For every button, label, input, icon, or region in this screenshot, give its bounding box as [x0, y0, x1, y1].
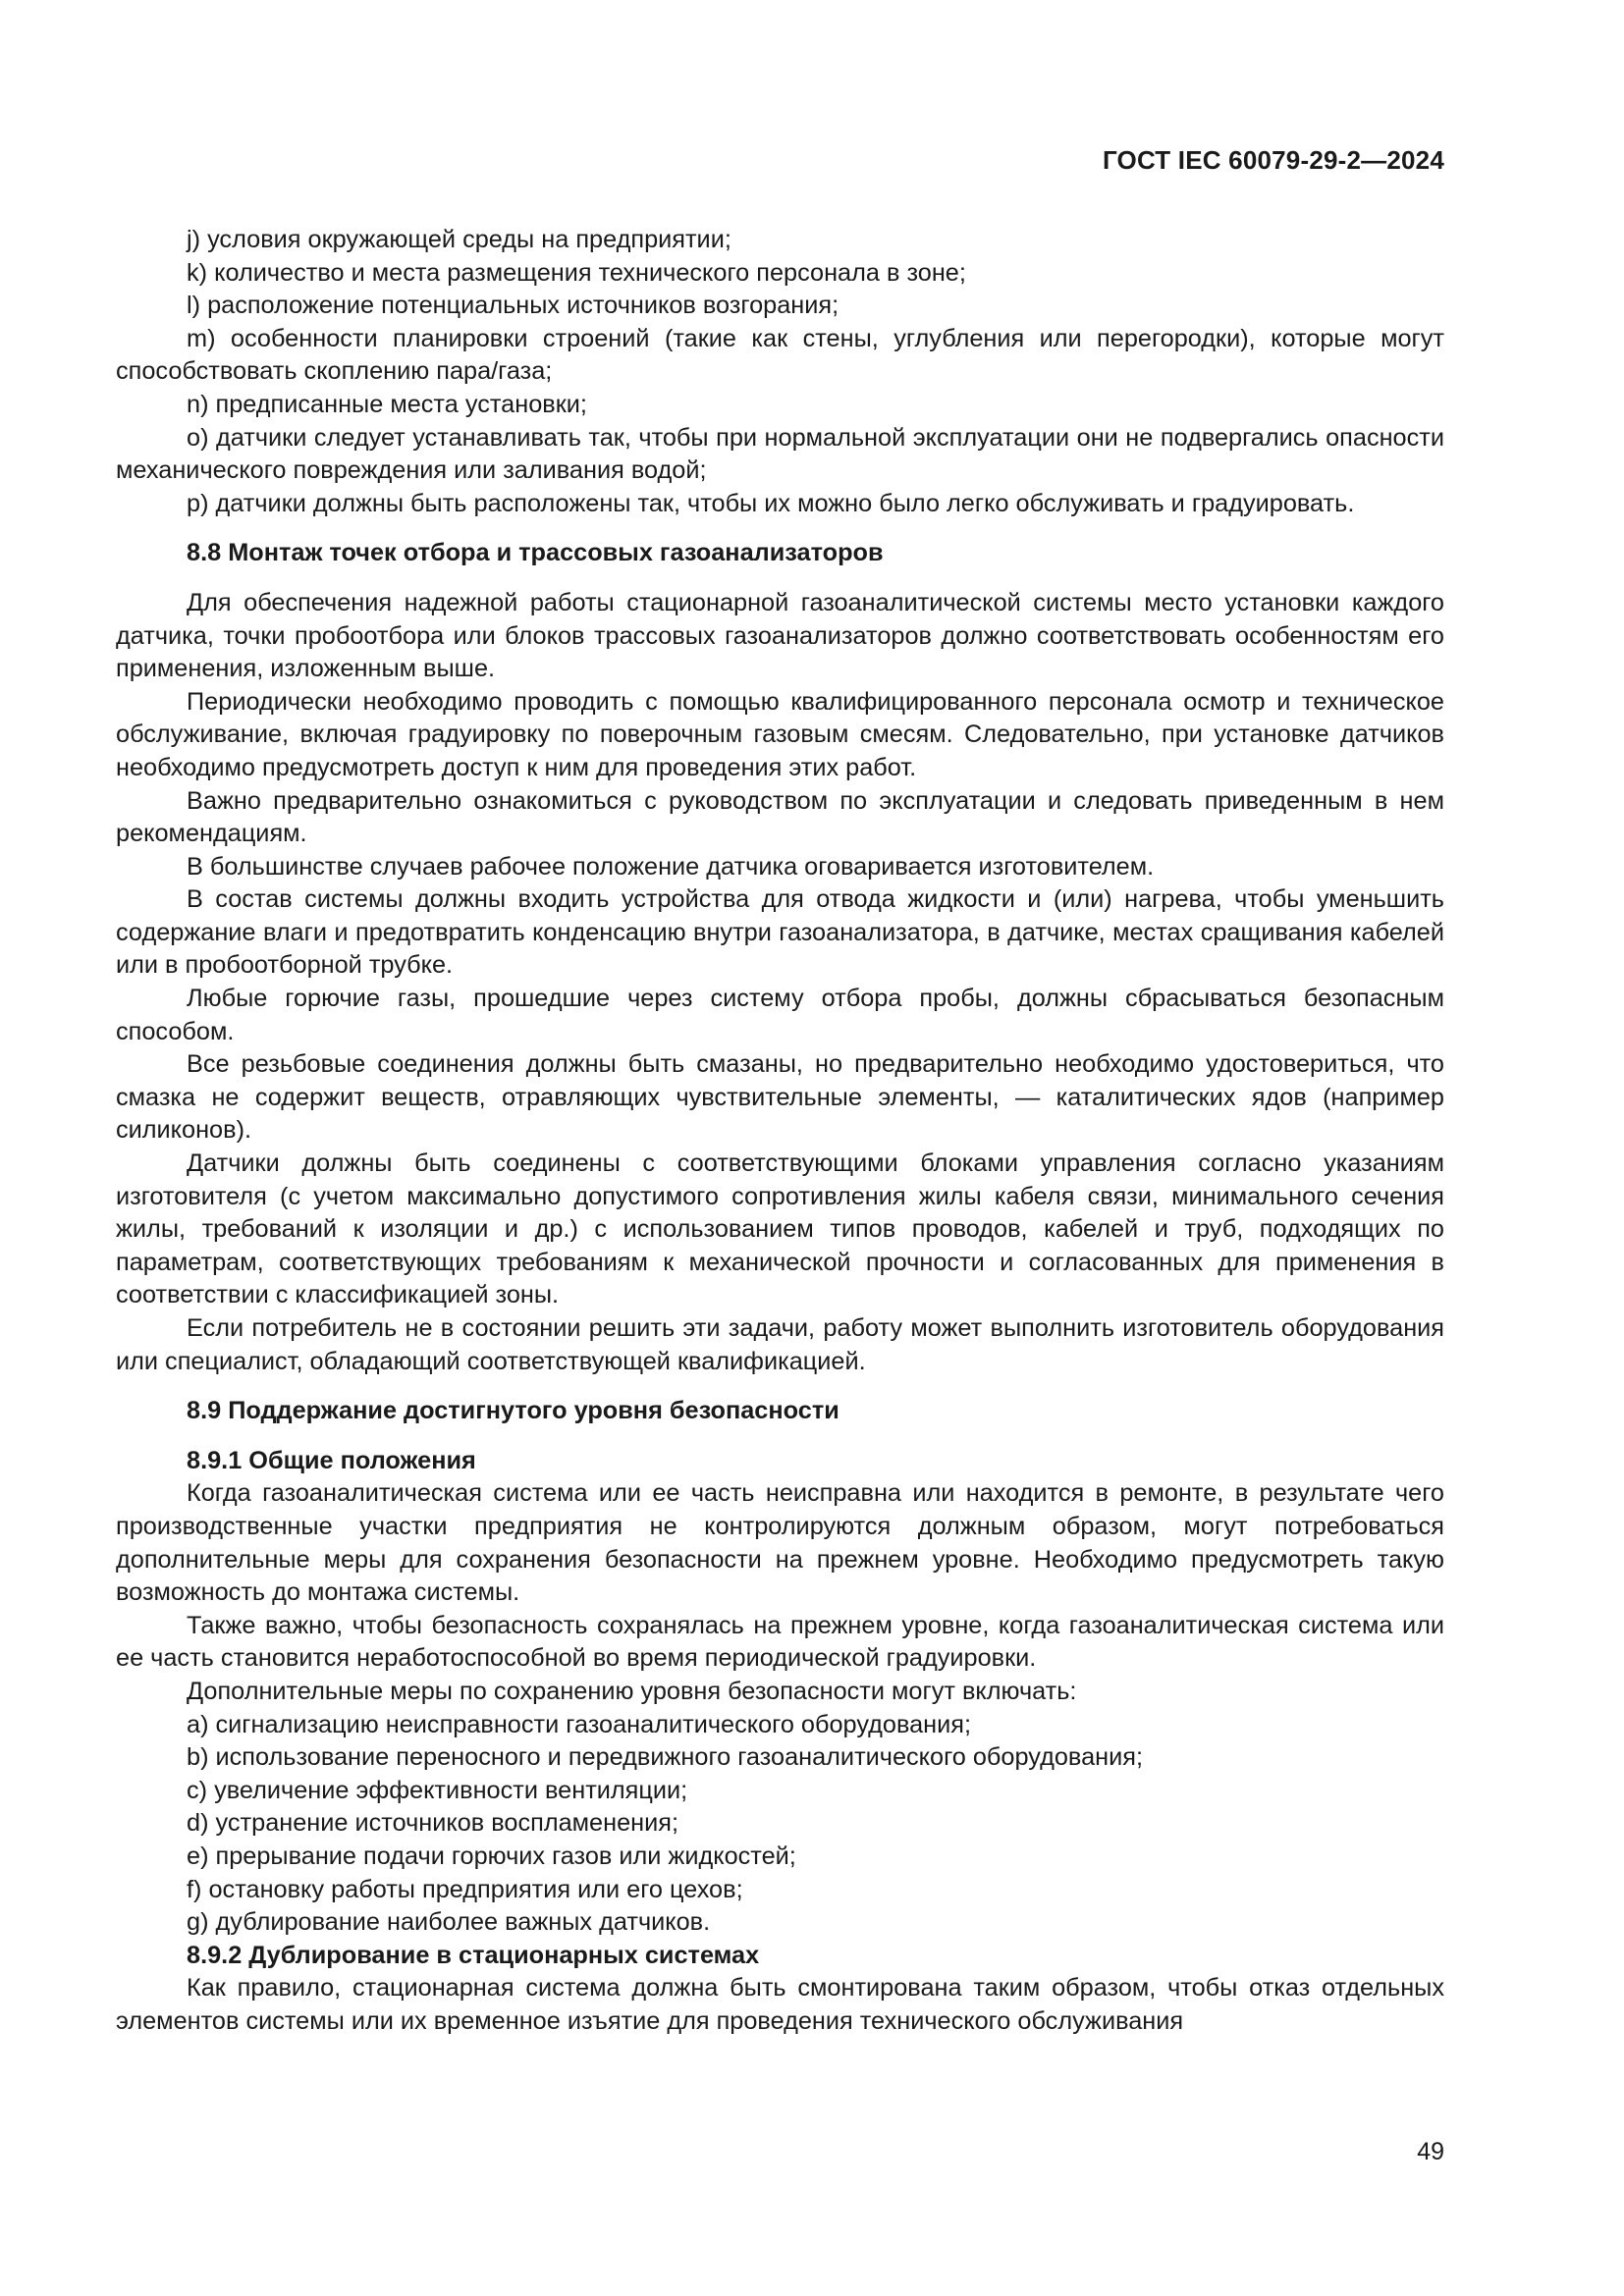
list-item: k) количество и места размещения технического персонала в зоне;: [187, 258, 966, 287]
list-item: j) условия окружающей среды на предприятии;: [187, 226, 731, 253]
list-item: c) увеличение эффективности вентиляции;: [187, 1776, 688, 1804]
paragraph: Все резьбовые соединения должны быть смазаны, но предварительно необходимо удостовериться, что смазка не содержит веществ, отравляющих чувствительные элементы, — каталитических ядов (например силиконов).: [116, 1050, 1444, 1145]
paragraph: Дополнительные меры по сохранению уровня безопасности могут включать:: [187, 1677, 1077, 1705]
list-item: f) остановку работы предприятия или его цехов;: [187, 1875, 743, 1903]
paragraph: В большинстве случаев рабочее положение датчика оговаривается изготовителем.: [187, 852, 1155, 881]
paragraph: Когда газоаналитическая система или ее часть неисправна или находится в ремонте, в результате чего производственные участки предприятия не контролируются должным образом, могут потребоваться дополнительные меры для сохранения безопасности на прежнем уровне. Необходимо предусмотреть такую возможность до монтажа системы.: [116, 1479, 1444, 1607]
subsection-heading-8-9-1: 8.9.1 Общие положения: [187, 1446, 476, 1474]
paragraph: Датчики должны быть соединены с соответствующими блоками управления согласно указаниям изготовителя (с учетом максимально допустимого сопротивления жилы кабеля связи, минимального сечения жилы, требований к изоляции и др.) с использованием типов проводов, кабелей и труб, подходящих по параметрам, соответствующих требованиям к механической прочности и согласованных для применения в соответствии с классификацией зоны.: [116, 1149, 1444, 1309]
list-item: n) предписанные места установки;: [187, 390, 587, 418]
list-item: a) сигнализацию неисправности газоаналитического оборудования;: [187, 1710, 972, 1738]
list-item: l) расположение потенциальных источников возгорания;: [187, 292, 839, 320]
paragraph: Периодически необходимо проводить с помощью квалифицированного персонала осмотр и техническое обслуживание, включая градуировку по поверочным газовым смесям. Следовательно, при установке датчиков необходимо предусмотреть доступ к ним для проведения этих работ.: [116, 687, 1444, 781]
paragraph: Для обеспечения надежной работы стационарной газоаналитической системы место установки каждого датчика, точки пробоотбора или блоков трассовых газоанализаторов должно соответствовать особенностям его применения, изложенным выше.: [116, 588, 1444, 683]
document-header-id: ГОСТ IEC 60079-29-2—2024: [1102, 145, 1444, 175]
section-heading-8-9: 8.9 Поддержание достигнутого уровня безопасности: [187, 1397, 839, 1425]
subsection-heading-8-9-2: 8.9.2 Дублирование в стационарных системах: [187, 1941, 760, 1969]
paragraph: Важно предварительно ознакомиться с руководством по эксплуатации и следовать приведенным в нем рекомендациям.: [116, 786, 1444, 848]
paragraph: Любые горючие газы, прошедшие через систему отбора пробы, должны сбрасываться безопасным способом.: [116, 985, 1444, 1045]
page-number: 49: [1417, 2138, 1444, 2165]
section-heading-8-8: 8.8 Монтаж точек отбора и трассовых газоанализаторов: [187, 539, 884, 567]
paragraph: Также важно, чтобы безопасность сохранялась на прежнем уровне, когда газоаналитическая система или ее часть становится неработоспособной во время периодической градуировки.: [116, 1611, 1444, 1673]
list-item: d) устранение источников воспламенения;: [187, 1809, 678, 1838]
paragraph: Если потребитель не в состоянии решить эти задачи, работу может выполнить изготовитель оборудования или специалист, обладающий соответствующей квалификацией.: [116, 1314, 1444, 1375]
list-item: g) дублирование наиболее важных датчиков.: [187, 1908, 711, 1937]
list-item: b) использование переносного и передвижного газоаналитического оборудования;: [187, 1743, 1143, 1772]
paragraph: В состав системы должны входить устройства для отвода жидкости и (или) нагрева, чтобы уменьшить содержание влаги и предотвратить конденсацию внутри газоанализатора, в датчике, местах сращивания кабелей или в пробоотборной трубке.: [116, 885, 1444, 980]
list-item: o) датчики следует устанавливать так, чтобы при нормальной эксплуатации они не подвергались опасности механического повреждения или заливания водой;: [116, 423, 1444, 485]
document-body: [116, 224, 1444, 2038]
list-item: p) датчики должны быть расположены так, чтобы их можно было легко обслуживать и градуировать.: [187, 489, 1355, 517]
list-item: m) особенности планировки строений (такие как стены, углубления или перегородки), которые могут способствовать скоплению пара/газа;: [116, 324, 1444, 386]
paragraph: Как правило, стационарная система должна быть смонтирована таким образом, чтобы отказ отдельных элементов системы или их временное изъятие для проведения технического обслуживания: [116, 1974, 1444, 2035]
list-item: e) прерывание подачи горючих газов или жидкостей;: [187, 1842, 796, 1870]
